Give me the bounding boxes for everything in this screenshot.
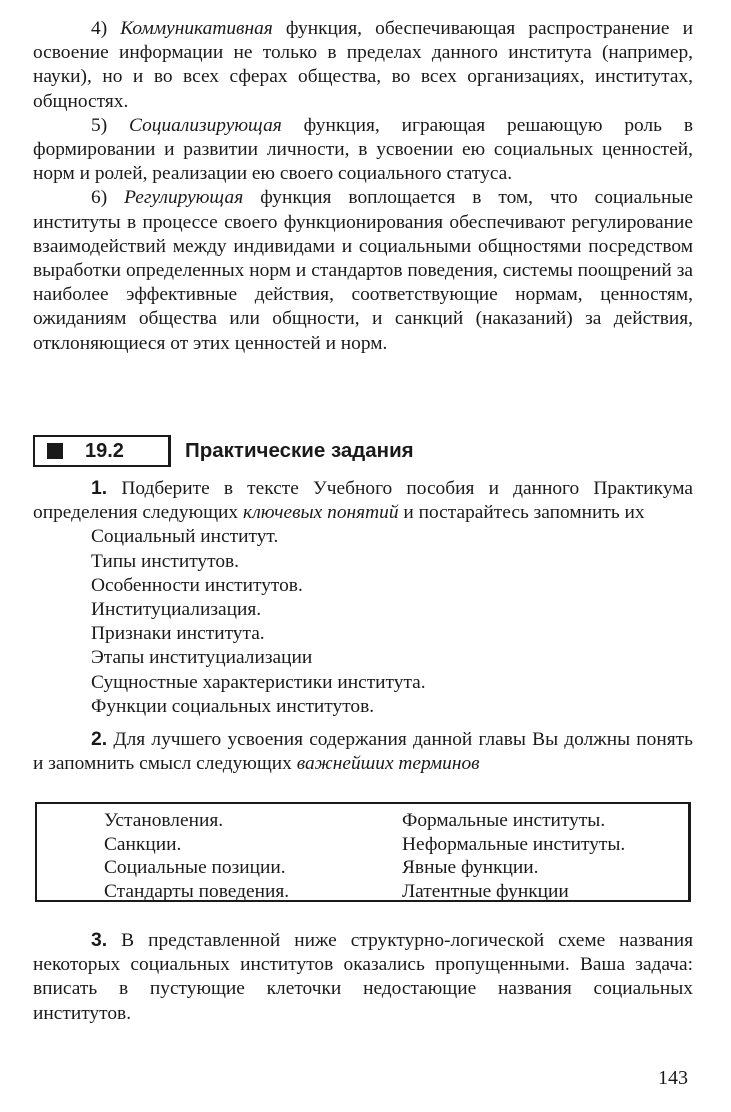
- paragraph-text: функция, играющая решающую роль в формировании и развитии личности, в усвоении ею социальных ценностей, норм и ролей, реализации ею своего социального статуса.: [33, 114, 693, 185]
- term-socializing: Социализирующая: [129, 114, 282, 136]
- concept-item: Признаки института.: [91, 623, 265, 645]
- key-concepts-list: [33, 525, 693, 719]
- section-title: Практические задания: [185, 438, 414, 462]
- term-item: Формальные институты.: [402, 810, 606, 831]
- section-number: 19.2: [85, 439, 124, 462]
- paragraph-socializing: [33, 114, 693, 187]
- paragraph-text: функция воплощается в том, что социальные институты в процессе своего функционирования обеспечивают регулирование взаимодействий между индивидами и социальными общностями посредством выработки определенных норм и стандартов поведения, системы поощрений за наиболее эффективные действия, соответствующие нормам, ценностям, ожиданиям общества или общности, и санкций (наказаний) за действия, отклоняющиеся от этих ценностей и норм.: [33, 187, 693, 354]
- term-item: Социальные позиции.: [104, 857, 286, 878]
- term-regulating: Регулирующая: [124, 187, 244, 209]
- terms-box: [35, 802, 691, 902]
- task-3-text: [33, 928, 693, 1026]
- term-item: Установления.: [104, 810, 224, 831]
- section-number-box: [33, 435, 171, 467]
- task-2-number: 2.: [91, 728, 108, 751]
- task-3-block: [33, 928, 693, 1026]
- section-heading: [33, 434, 693, 468]
- concept-item: Сущностные характеристики института.: [91, 671, 426, 693]
- item-number: 5): [91, 114, 108, 136]
- term-item: Явные функции.: [402, 857, 539, 878]
- task-text: В представленной ниже структурно-логической схеме названия некоторых социальных институтов оказались пропущенными. Ваша задача: вписать в пустующие клеточки недостающие названия социальных институтов.: [33, 930, 693, 1024]
- task-text: и постарайтесь запомнить их: [398, 502, 645, 524]
- term-item: Неформальные институты.: [402, 833, 626, 855]
- term-item: Стандарты поведения.: [104, 880, 290, 902]
- concept-item: Институциализация.: [91, 599, 262, 621]
- paragraph-text: функция, обеспечивающая распространение и освоение информации не только в пределах данного института (например, науки), но и во всех сферах общества, во всех организациях, институтах, общностях.: [33, 18, 693, 112]
- item-number: 4): [91, 18, 108, 39]
- concept-item: Социальный институт.: [91, 526, 279, 548]
- terms-emphasis: важнейших терминов: [296, 753, 480, 775]
- concept-item: Особенности институтов.: [91, 574, 303, 596]
- concept-item: Этапы институциализации: [91, 647, 313, 669]
- key-concepts-emphasis: ключевых понятий: [242, 502, 399, 524]
- paragraph-regulating: [33, 186, 693, 355]
- tasks-block: [33, 476, 693, 776]
- task-text: Для лучшего усвоения содержания данной главы Вы должны понять и запомнить смысл следующих: [33, 729, 693, 775]
- terms-right-column: [402, 809, 625, 903]
- term-item: Латентные функции: [402, 880, 569, 902]
- functions-text: [33, 17, 693, 356]
- paragraph-communicative: [33, 17, 693, 114]
- section-marker-icon: [47, 443, 63, 459]
- task-1-number: 1.: [91, 477, 108, 499]
- term-item: Санкции.: [104, 833, 182, 855]
- item-number: 6): [91, 187, 108, 209]
- terms-left-column: [104, 809, 289, 903]
- task-2-text: [33, 727, 693, 776]
- task-1-text: [33, 476, 693, 525]
- page-number: 143: [658, 1067, 688, 1089]
- concept-item: Функции социальных институтов.: [91, 695, 375, 717]
- term-communicative: Коммуникативная: [120, 18, 273, 39]
- concept-item: Типы институтов.: [91, 550, 240, 572]
- task-text: Подберите в тексте Учебного пособия и данного Практикума определения следующих: [33, 478, 693, 524]
- task-3-number: 3.: [91, 929, 108, 951]
